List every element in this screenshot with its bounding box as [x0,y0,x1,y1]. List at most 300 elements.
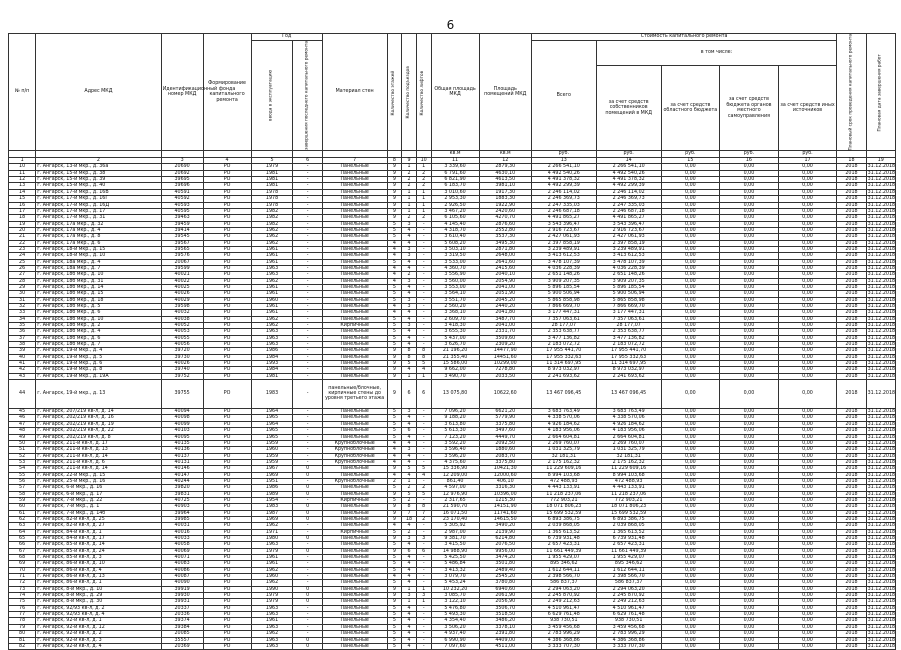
cost-regional: 0,00 [661,342,720,348]
wall-material: Панельные [322,523,387,529]
year-commission: 1951 [251,478,293,484]
cost-total: 3 909 207,35 [531,278,596,284]
entrances: 4 [402,580,417,586]
entrances: 4 [402,434,417,440]
cost-owners: 11 218 237,06 [596,491,661,497]
risers: - [416,297,431,303]
premises-area: 2415,60 [479,265,531,271]
address: г. Ангарск, 85-й кв-л, д. 14 [36,542,162,548]
wall-material: Панельные [322,555,387,561]
entrances: 3 [402,447,417,453]
risers: - [416,612,431,618]
plan-year: 2018 [837,304,866,310]
year-commission: 1987 [251,510,293,516]
address: г. Ангарск, 19-й мкр., д. 19А [36,373,162,379]
year-last-repair: - [293,409,322,415]
plan-year: 2018 [837,459,866,465]
risers: - [416,605,431,611]
entrances: 4 [402,265,417,271]
cost-other: 0,00 [778,164,837,170]
column-number: 16 [720,157,779,164]
premises-area: 2139,90 [479,529,531,535]
ident-number: 20690 [161,164,203,170]
year-commission: 1965 [251,428,293,434]
entrances: 3 [402,246,417,252]
cost-other: 0,00 [778,643,837,649]
fund: РО [203,170,251,176]
ident-number: 40052 [161,323,203,329]
fund: РО [203,278,251,284]
premises-area: 10421,30 [479,466,531,472]
cost-total: 3 333 707,30 [531,643,596,649]
wall-material: Панельные [322,227,387,233]
cost-local: 0,00 [720,170,779,176]
cost-total: 7 357 063,61 [531,316,596,322]
floors: 5 [387,497,402,503]
plan-year: 2018 [837,523,866,529]
year-commission: 1962 [251,580,293,586]
total-area: 3 533,00 [431,259,479,265]
cost-regional: 0,00 [661,348,720,354]
plan-year: 2018 [837,516,866,522]
cost-other: 0,00 [778,361,837,367]
cost-total: 2 269 760,07 [531,440,596,446]
cost-total: 4 036 228,39 [531,265,596,271]
fund: РО [203,605,251,611]
plan-year: 2018 [837,624,866,630]
deadline: 31.12.2018 [867,612,896,618]
total-area: 7 123,20 [431,434,479,440]
year-last-repair: 0 [293,593,322,599]
floors: 5 [387,316,402,322]
plan-year: 2018 [837,485,866,491]
fund: РО [203,478,251,484]
cost-total: 17 955 332,63 [531,354,596,360]
row-number: 40 [9,354,36,360]
cost-total: 11 229 609,16 [531,466,596,472]
entrances: 3 [402,409,417,415]
floors: 4 [387,472,402,478]
year-last-repair: - [293,291,322,297]
fund: РО [203,472,251,478]
cost-total: 13 467 096,45 [531,380,596,409]
total-area: 3 467,20 [431,208,479,214]
cost-local: 0,00 [720,284,779,290]
premises-area: 12000,60 [479,472,531,478]
entrances: 5 [402,361,417,367]
ident-number: 40058 [161,542,203,548]
risers: 5 [416,466,431,472]
deadline: 31.12.2018 [867,497,896,503]
premises-area: 2054,90 [479,278,531,284]
address: г. Ангарск, 7-й мкр., д. 22 [36,497,162,503]
year-commission: 1965 [251,415,293,421]
cost-other: 0,00 [778,561,837,567]
year-last-repair: - [293,170,322,176]
fund: РО [203,265,251,271]
cost-regional: 0,00 [661,234,720,240]
year-last-repair: 0 [293,491,322,497]
plan-year: 2018 [837,548,866,554]
year-last-repair: - [293,202,322,208]
plan-year: 2018 [837,472,866,478]
ident-number: 40056 [161,342,203,348]
fund: РО [203,329,251,335]
cost-total: 8 973 032,97 [531,367,596,373]
cost-owners: 2 246 114,02 [596,189,661,195]
deadline: 31.12.2018 [867,491,896,497]
deadline: 31.12.2018 [867,529,896,535]
ident-number: 40071 [161,555,203,561]
unit-regional: руб. [661,151,720,158]
year-commission: 1978 [251,196,293,202]
wall-material: Панельные [322,643,387,649]
year-last-repair: - [293,497,322,503]
floors: 5 [387,415,402,421]
year-commission: 1962 [251,523,293,529]
deadline: 31.12.2018 [867,348,896,354]
plan-year: 2018 [837,367,866,373]
address: г. Ангарск, 18а мкр., д. 4 [36,259,162,265]
premises-area: 2545,20 [479,574,531,580]
entrances: 4 [402,415,417,421]
row-number: 37 [9,335,36,341]
plan-year: 2018 [837,234,866,240]
wall-material: Панельные [322,510,387,516]
cost-local: 0,00 [720,529,779,535]
plan-year: 2018 [837,323,866,329]
deadline: 31.12.2018 [867,183,896,189]
cost-total: 8 994 103,68 [531,472,596,478]
row-number: 22 [9,240,36,246]
cost-other: 0,00 [778,536,837,542]
entrances: 1 [402,373,417,379]
premises-area: 3375,80 [479,459,531,465]
total-area: 5 305,92 [431,523,479,529]
cost-regional: 0,00 [661,240,720,246]
plan-year: 2018 [837,453,866,459]
entrances: 4 [402,342,417,348]
address: г. Ангарск, 17-й мкр., д. 16Д [36,202,162,208]
year-commission: 1979 [251,164,293,170]
fund: РО [203,291,251,297]
premises-area: 2051,90 [479,291,531,297]
ident-number: 40137 [161,453,203,459]
row-number: 54 [9,466,36,472]
deadline: 31.12.2018 [867,304,896,310]
risers: 4 [416,367,431,373]
risers: - [416,529,431,535]
address: г. Ангарск, 18б мкр., д. 4 [36,329,162,335]
floors: 5 [387,624,402,630]
cost-total: 5 896 185,54 [531,284,596,290]
premises-area: 4449,70 [479,434,531,440]
year-commission: 1981 [251,177,293,183]
cost-total: 4 183 956,06 [531,428,596,434]
cost-regional: 0,00 [661,497,720,503]
cost-total: 3 543 396,47 [531,221,596,227]
cost-local: 0,00 [720,196,779,202]
header-owners: за счет средств собственников помещений в МКД [596,65,661,151]
entrances: 4 [402,618,417,624]
ident-number: 39831 [161,491,203,497]
address: г. Ангарск, 92/93 кв-л, д. 4 [36,612,162,618]
cost-other: 0,00 [778,272,837,278]
header-address: Адрес МКД [36,34,162,151]
wall-material: Панельные [322,240,387,246]
cost-total: 4 491 378,32 [531,177,596,183]
year-commission: 1963 [251,335,293,341]
cost-total: 2 241 693,62 [531,373,596,379]
ident-number: 40147 [161,472,203,478]
cost-total: 2 783 996,29 [531,631,596,637]
cost-regional: 0,00 [661,637,720,643]
risers: - [416,542,431,548]
floors: 4 [387,523,402,529]
total-area: 9 188,20 [431,415,479,421]
total-area: 2 317,65 [431,497,479,503]
floors: 4 [387,240,402,246]
premises-area: 1880,60 [479,447,531,453]
entrances: 1 [402,189,417,195]
cost-owners: 4 183 956,06 [596,428,661,434]
total-area: 23 170,40 [431,516,479,522]
fund: РО [203,215,251,221]
premises-area: 3495,30 [479,240,531,246]
total-area: 6 105,60 [431,215,479,221]
deadline: 31.12.2018 [867,354,896,360]
fund: РО [203,580,251,586]
cost-regional: 0,00 [661,440,720,446]
plan-year: 2018 [837,561,866,567]
cost-regional: 0,00 [661,265,720,271]
year-commission: 1962 [251,323,293,329]
year-last-repair: - [293,164,322,170]
plan-year: 2018 [837,415,866,421]
year-last-repair: 0 [293,510,322,516]
address: г. Ангарск, 85-й кв-л, д. 24 [36,548,162,554]
deadline: 31.12.2018 [867,246,896,252]
cost-total: 2 294 063,20 [531,586,596,592]
address: г. Ангарск, 17а мкр., д. 32 [36,221,162,227]
ident-number: 39740 [161,367,203,373]
ident-number: 39463 [161,215,203,221]
total-area: 15 336,90 [431,466,479,472]
entrances: 2 [402,177,417,183]
total-area: 4 937,40 [431,631,479,637]
cost-local: 0,00 [720,164,779,170]
fund: РО [203,304,251,310]
fund: РО [203,348,251,354]
address: г. Ангарск, 82-й кв-л, д. 27 [36,523,162,529]
entrances: 8 [402,504,417,510]
floors: 9 [387,170,402,176]
cost-owners: 772 903,21 [596,497,661,503]
year-commission: 1979 [251,599,293,605]
year-commission: 1962 [251,316,293,322]
deadline: 31.12.2018 [867,548,896,554]
cost-owners: 4 492 299,39 [596,183,661,189]
cost-regional: 0,00 [661,491,720,497]
cost-other: 0,00 [778,278,837,284]
ident-number: 40033 [161,536,203,542]
total-area: 3 613,80 [431,421,479,427]
cost-regional: 0,00 [661,284,720,290]
year-commission: 1964 [251,409,293,415]
cost-regional: 0,00 [661,631,720,637]
wall-material: Панельные [322,624,387,630]
cost-regional: 0,00 [661,227,720,233]
total-area: 3 560,00 [431,278,479,284]
plan-year: 2018 [837,536,866,542]
cost-other: 0,00 [778,265,837,271]
cost-local: 0,00 [720,510,779,516]
header-incl: в том числе: [596,40,837,65]
cost-total: 28 177,07 [531,323,596,329]
cost-owners: 17 955 332,63 [596,354,661,360]
cost-owners: 3 239 489,91 [596,246,661,252]
deadline: 31.12.2018 [867,599,896,605]
ident-number: 20337 [161,605,203,611]
cost-owners: 4 491 865,27 [596,215,661,221]
cost-local: 0,00 [720,643,779,649]
floors: 9 [387,164,402,170]
cost-other: 0,00 [778,348,837,354]
entrances: 3 [402,593,417,599]
risers: - [416,497,431,503]
premises-area: 3497,60 [479,428,531,434]
cost-local: 0,00 [720,291,779,297]
wall-material: Панельные [322,605,387,611]
year-last-repair: 0 [293,472,322,478]
deadline: 31.12.2018 [867,478,896,484]
wall-material: Панельные [322,196,387,202]
entrances: 6 [402,428,417,434]
wall-material: Панельные [322,599,387,605]
deadline: 31.12.2018 [867,643,896,649]
cost-owners: 3 477 136,82 [596,335,661,341]
total-area: 4 354,40 [431,618,479,624]
ident-number: 40591 [161,189,203,195]
risers: - [416,240,431,246]
entrances: 4 [402,367,417,373]
floors: 4 [387,310,402,316]
deadline: 31.12.2018 [867,215,896,221]
cost-other: 0,00 [778,586,837,592]
year-last-repair: - [293,415,322,421]
wall-material: Крупноблочные [322,440,387,446]
year-commission: 1961 [251,284,293,290]
row-number: 24 [9,253,36,259]
ident-number: 39565 [161,246,203,252]
plan-year: 2018 [837,599,866,605]
floors: 5 [387,567,402,573]
cost-owners: 2 427 061,93 [596,234,661,240]
fund: РО [203,624,251,630]
floors: 9 [387,215,402,221]
total-area: 5 493,30 [431,612,479,618]
year-commission: 1965 [251,434,293,440]
premises-area: 2045,20 [479,297,531,303]
cost-total: 772 903,21 [531,497,596,503]
row-number: 16 [9,202,36,208]
deadline: 31.12.2018 [867,510,896,516]
ident-number: 40026 [161,361,203,367]
total-area: 4 375,60 [431,459,479,465]
total-area: 2 953,30 [431,196,479,202]
fund: РО [203,497,251,503]
plan-year: 2018 [837,253,866,259]
fund: РО [203,202,251,208]
cost-other: 0,00 [778,240,837,246]
deadline: 31.12.2018 [867,637,896,643]
cost-local: 0,00 [720,593,779,599]
fund: РО [203,183,251,189]
floors: 4 [387,265,402,271]
wall-material: Панельные [322,631,387,637]
address: г. Ангарск, 8-й мкр., д. 30 [36,599,162,605]
deadline: 31.12.2018 [867,542,896,548]
row-number: 70 [9,567,36,573]
cost-total: 2 246 114,02 [531,189,596,195]
unit-local: руб. [720,151,779,158]
ident-number: 40103 [161,428,203,434]
cost-total: 2 183 072,72 [531,342,596,348]
wall-material: Кирпичные [322,497,387,503]
wall-material: Панельные [322,304,387,310]
premises-area: 2420,60 [479,208,531,214]
cost-total: 4 492 299,39 [531,183,596,189]
address: г. Ангарск, 18б мкр., д. 6 [36,310,162,316]
floors: 4 [387,246,402,252]
wall-material: Панельные [322,504,387,510]
year-last-repair: - [293,208,322,214]
ident-number: 39545 [161,234,203,240]
cost-local: 0,00 [720,618,779,624]
deadline: 31.12.2018 [867,373,896,379]
wall-material: Кирпичные [322,323,387,329]
total-area: 3 596,40 [431,447,479,453]
plan-year: 2018 [837,240,866,246]
deadline: 31.12.2018 [867,459,896,465]
cost-total: 11 661 449,39 [531,548,596,554]
year-last-repair: 0 [293,504,322,510]
cost-regional: 0,00 [661,361,720,367]
entrances: 1 [402,599,417,605]
wall-material: Панельные [322,367,387,373]
premises-area: 6214,80 [479,536,531,542]
column-number: 12 [479,157,531,164]
premises-area: 11741,60 [479,510,531,516]
year-last-repair: - [293,265,322,271]
cost-regional: 0,00 [661,466,720,472]
row-number: 61 [9,510,36,516]
cost-other: 0,00 [778,310,837,316]
address: г. Ангарск, 6-й мкр., д. 16 [36,485,162,491]
cost-regional: 0,00 [661,605,720,611]
year-commission: 1986 [251,485,293,491]
cost-regional: 0,00 [661,272,720,278]
total-area: 2 609,70 [431,316,479,322]
year-commission: 1983 [251,504,293,510]
cost-total: 4 492 540,26 [531,170,596,176]
floors: 5 [387,561,402,567]
address: г. Ангарск, 17а мкр., д. 8 [36,234,162,240]
row-number: 57 [9,485,36,491]
cost-local: 0,00 [720,329,779,335]
plan-year: 2018 [837,466,866,472]
cost-regional: 0,00 [661,586,720,592]
